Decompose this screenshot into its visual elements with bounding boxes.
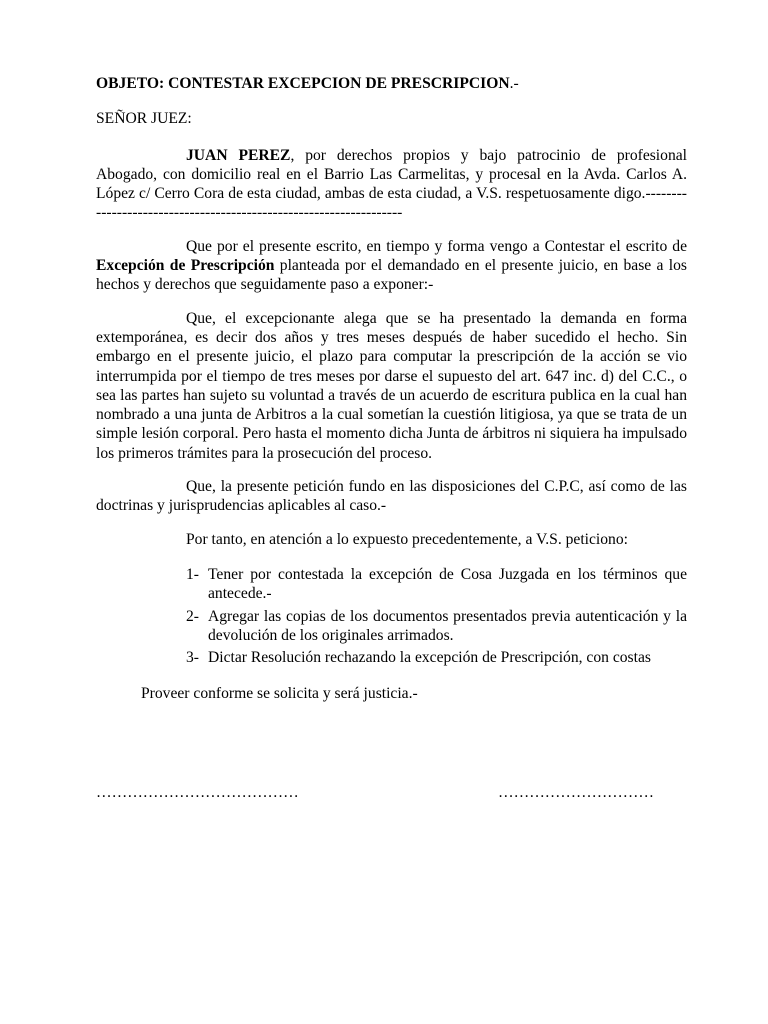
intro-text: , por derechos propios y bajo patrocinio de profesional Abogado, con domicilio real en el Barrio Las Carmelitas, y procesal en la Avda. Carlos A. López c/ Cerro Cora de esta ciudad, ambas de esta ciudad, a V.S. respetuosamente digo.------------------------------------------------------------------- xyxy=(96,146,687,222)
requests-list xyxy=(186,565,687,667)
signature-line-left: ………………………………… xyxy=(96,784,299,801)
purpose-bold-term: Excepción de Prescripción xyxy=(96,257,275,275)
list-item-text: Tener por contestada la excepción de Cosa Juzgada en los términos que antecede.- xyxy=(208,565,687,603)
salutation: SEÑOR JUEZ: xyxy=(96,110,192,128)
legal-basis-paragraph: Que, la presente petición fundo en las disposiciones del C.P.C, así como de las doctrinas y jurisprudencias aplicables al caso.- xyxy=(96,478,687,515)
list-item-number: 3- xyxy=(186,649,199,667)
title-suffix: .- xyxy=(509,75,519,92)
list-item-text: Dictar Resolución rechazando la excepción de Prescripción, con costas xyxy=(208,649,651,667)
list-item-text: Agregar las copias de los documentos presentados previa autenticación y la devolución de los originales arrimados. xyxy=(208,607,687,644)
document-title xyxy=(96,74,687,93)
intro-paragraph xyxy=(96,146,687,223)
purpose-text-after: planteada por el demandado en el presente juicio, en base a los hechos y derechos que seguidamente paso a exponer:- xyxy=(96,257,687,294)
plaintiff-name: JUAN PEREZ xyxy=(186,146,291,164)
signature-line-right: ………………………… xyxy=(498,784,654,801)
list-item xyxy=(186,607,687,646)
list-item xyxy=(186,648,687,667)
title-text: OBJETO: CONTESTAR EXCEPCION DE PRESCRIPCION xyxy=(96,75,510,92)
list-item-number: 1- xyxy=(186,565,199,583)
arguments-paragraph: Que, el excepcionante alega que se ha presentado la demanda en forma extemporánea, es decir dos años y tres meses después de haber sucedido el hecho. Sin embargo en el presente juicio, el plazo para computar la prescripción de la acción se vio interrumpida por el tiempo de tres meses por darse el supuesto del art. 647 inc. d) del C.C., o sea las partes han sujeto su voluntad a través de un acuerdo de escritura publica en la cual han nombrado a una junta de Arbitros a la cual sometían la cuestión litigiosa, ya que se trata de un simple lesión corporal. Pero hasta el momento dicha Junta de árbitros ni siquiera ha impulsado los primeros trámites para la prosecución del proceso. xyxy=(96,309,687,462)
list-item-number: 2- xyxy=(186,607,199,625)
purpose-text-before: Que por el presente escrito, en tiempo y forma vengo a Contestar el escrito de xyxy=(186,237,687,255)
purpose-paragraph xyxy=(96,237,687,295)
document-body xyxy=(96,74,687,704)
list-item xyxy=(186,565,687,604)
petition-paragraph: Por tanto, en atención a lo expuesto precedentemente, a V.S. peticiono: xyxy=(186,530,628,548)
closing-statement: Proveer conforme se solicita y será justicia.- xyxy=(141,685,418,703)
